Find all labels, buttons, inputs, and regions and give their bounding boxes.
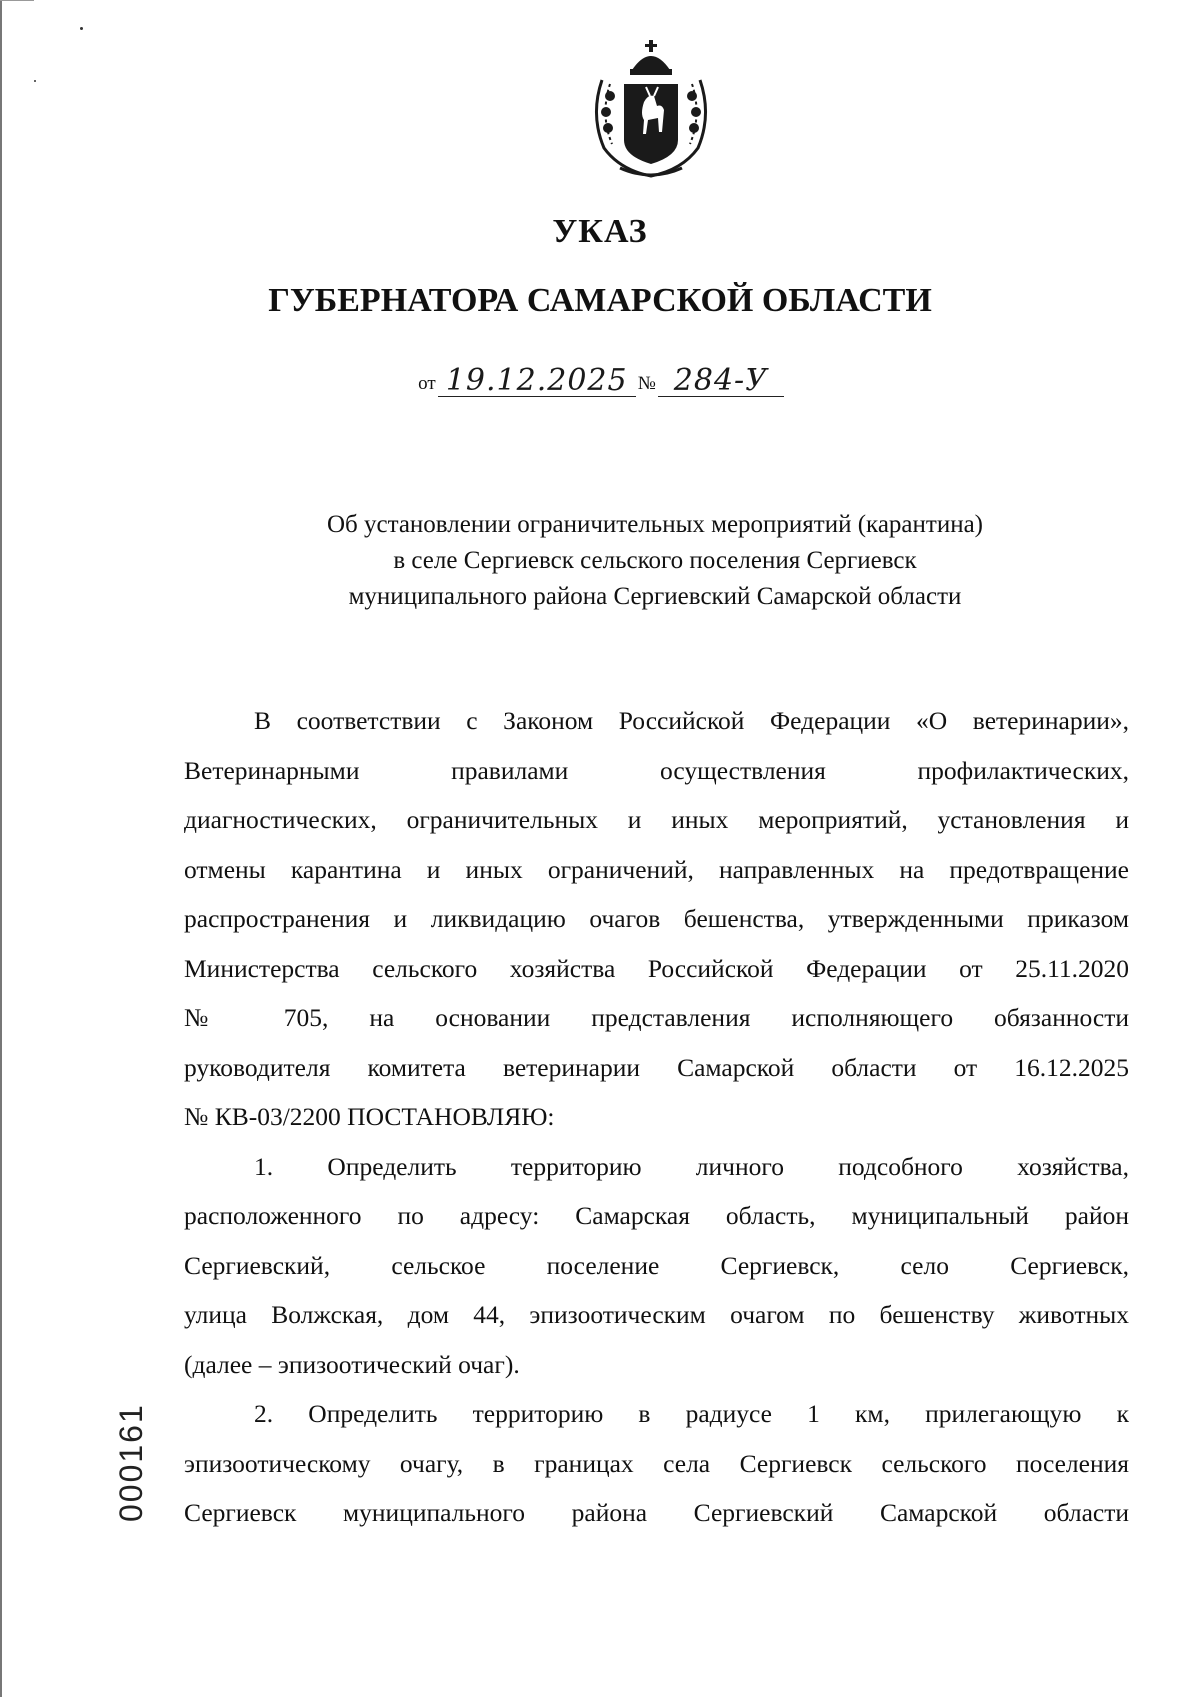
preamble-line: диагностических, ограничительных и иных мероприятий, установления и <box>184 805 1129 834</box>
handwritten-date: 19.12.2025 <box>438 366 636 397</box>
subject-line: в селе Сергиевск сельского поселения Сергиевск <box>393 547 917 574</box>
handwritten-number: 284-У <box>658 366 784 397</box>
page-left-edge <box>0 0 2 1697</box>
document-title: УКАЗ <box>552 213 648 250</box>
item-1-line: (далее – эпизоотический очаг). <box>184 1349 520 1379</box>
preamble-line: В соответствии с Законом Российской Федерации «О ветеринарии», <box>254 706 1129 735</box>
preamble-line: руководителя комитета ветеринарии Самарской области от 16.12.2025 <box>184 1052 1129 1082</box>
number-prefix: № <box>637 373 656 394</box>
samara-region-coat-of-arms-icon <box>590 40 712 180</box>
subject-line: муниципального района Сергиевский Самарской области <box>348 583 962 610</box>
item-2-line: 2. Определить территорию в радиусе 1 км, прилегающую к <box>254 1399 1129 1428</box>
preamble-line: распространения и ликвидацию очагов бешенства, утвержденными приказом <box>184 904 1129 933</box>
document-subject <box>0 507 1200 615</box>
preamble-line: № КВ-03/2200 ПОСТАНОВЛЯЮ: <box>184 1102 555 1131</box>
preamble-line: Министерства сельского хозяйства Российской Федерации от 25.11.2020 <box>184 953 1129 983</box>
preamble-line: Ветеринарными правилами осуществления профилактических, <box>184 755 1129 785</box>
subject-line: Об установлении ограничительных мероприятий (карантина) <box>326 511 984 538</box>
document-body <box>184 696 1129 1538</box>
scan-speck <box>80 27 83 30</box>
date-prefix: от <box>418 373 436 394</box>
item-1-line: расположенного по адресу: Самарская область, муниципальный район <box>184 1201 1129 1230</box>
preamble-line: № 705, на основании представления исполняющего обязанности <box>184 1003 1129 1032</box>
page-serial-stamp: 000161 <box>113 1403 149 1522</box>
date-number-line <box>0 363 1200 398</box>
item-2-line: Сергиевск муниципального района Сергиевский Самарской области <box>184 1498 1129 1527</box>
page-top-mark <box>0 0 34 1</box>
item-2-line: эпизоотическому очагу, в границах села Сергиевск сельского поселения <box>184 1448 1129 1478</box>
item-1-line: улица Волжская, дом 44, эпизоотическим очагом по бешенству животных <box>184 1300 1129 1329</box>
scan-speck <box>34 80 36 82</box>
preamble-line: отмены карантина и иных ограничений, направленных на предотвращение <box>184 854 1129 884</box>
document-issuer: ГУБЕРНАТОРА САМАРСКОЙ ОБЛАСТИ <box>268 282 932 319</box>
item-1-line: Сергиевский, сельское поселение Сергиевск, село Сергиевск, <box>184 1250 1129 1280</box>
item-1-line: 1. Определить территорию личного подсобного хозяйства, <box>254 1151 1129 1181</box>
